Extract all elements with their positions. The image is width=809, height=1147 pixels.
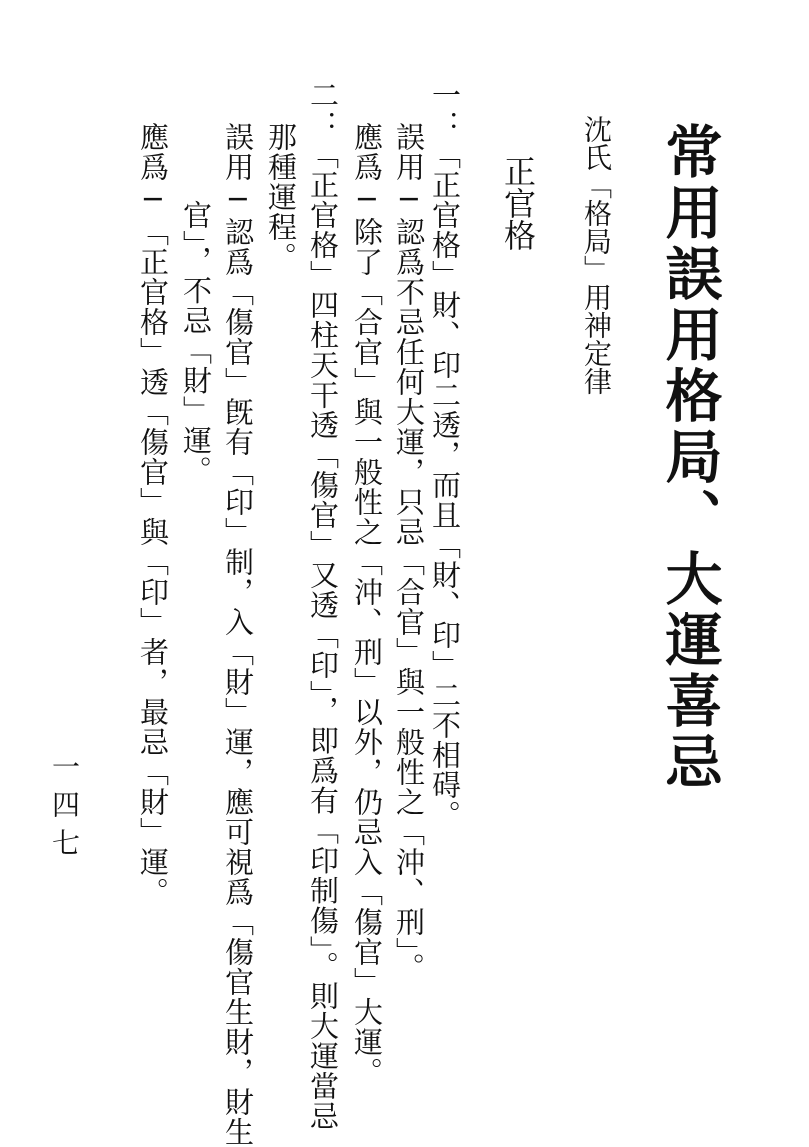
section-heading: 正官格 (499, 155, 537, 251)
text-line-4: 二：「正官格」四柱天干透「傷官」又透「印」，即爲有「印制傷」。則大運當忌 (306, 80, 340, 1131)
text-line-6: 誤用─認爲「傷官」旣有「印」制，入「財」運，應可視爲「傷官生財，財生 (221, 122, 255, 1147)
text-line-1: 一：「正官格」財、印二透，而且「財、印」二不相碍。 (428, 80, 462, 830)
page-title: 常用誤用格局、大運喜忌 (656, 122, 722, 793)
text-line-7: 官」，不忌「財」運。 (179, 200, 213, 486)
text-line-3: 應爲─除了「合官」與一般性之「沖、刑」以外，仍忌入「傷官」大運。 (350, 122, 384, 1087)
text-line-8: 應爲─「正官格」透「傷官」與「印」者，最忌「財」運。 (136, 122, 170, 907)
page-number: 一四七 (48, 752, 81, 866)
page-subtitle: 沈氏「格局」用神定律 (580, 115, 613, 395)
text-line-2: 誤用─認爲不忌任何大運，只忌「合官」與一般性之「沖、刑」。 (392, 122, 426, 983)
text-line-5: 那種運程。 (264, 122, 298, 272)
